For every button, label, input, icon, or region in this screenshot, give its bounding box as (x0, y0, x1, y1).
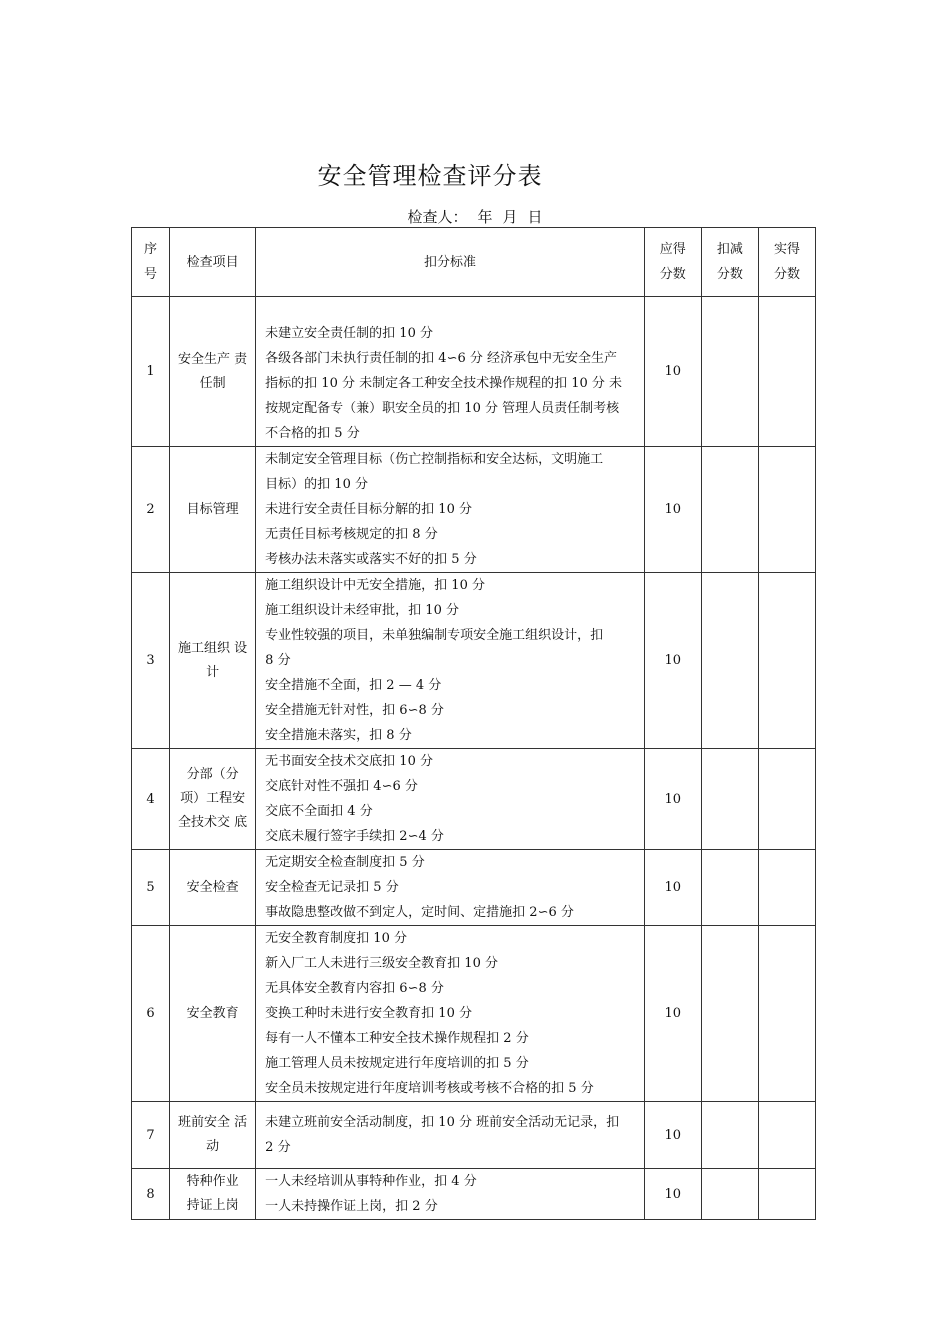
criteria-line: 安全措施无针对性，扣 6∽8 分 (265, 703, 444, 718)
row-number: 1 (132, 297, 170, 447)
header-criteria: 扣分标准 (256, 228, 645, 297)
deduction-criteria (256, 926, 645, 1102)
criteria-line: 事故隐患整改做不到定人，定时间、定措施扣 2∽6 分 (265, 905, 574, 920)
header-actual-score: 实得 分数 (758, 228, 815, 297)
criteria-line: 安全措施不全面，扣 2 — 4 分 (265, 678, 442, 693)
deduction-criteria (256, 749, 645, 850)
inspector-label: 检查人： (407, 208, 468, 226)
row-number: 2 (132, 447, 170, 573)
criteria-line: 一人未经培训从事特种作业，扣 4 分 (265, 1174, 477, 1189)
criteria-line: 施工管理人员未按规定进行年度培训的扣 5 分 (265, 1056, 529, 1071)
criteria-line: 施工组织设计未经审批，扣 10 分 (265, 603, 459, 618)
criteria-line: 变换工种时未进行安全教育扣 10 分 (265, 1006, 472, 1021)
header-deduct-score: 扣减 分数 (701, 228, 758, 297)
table-row (132, 850, 816, 926)
deduct-score-cell[interactable] (701, 297, 758, 447)
inspector-line (0, 206, 950, 227)
deduction-criteria (256, 297, 645, 447)
criteria-line: 8 分 (265, 653, 291, 668)
row-number: 8 (132, 1169, 170, 1220)
day-label: 日 (527, 208, 543, 226)
table-row (132, 1102, 816, 1169)
criteria-line: 无责任目标考核规定的扣 8 分 (265, 527, 438, 542)
check-item-line: 动 (206, 1139, 220, 1154)
criteria-line: 交底针对性不强扣 4∽6 分 (265, 779, 418, 794)
check-item (170, 749, 256, 850)
actual-score-cell[interactable] (758, 573, 815, 749)
check-item (170, 850, 256, 926)
row-number: 6 (132, 926, 170, 1102)
check-item-line: 安全检查 (186, 879, 239, 895)
criteria-line: 无安全教育制度扣 10 分 (265, 931, 407, 946)
due-score-cell: 10 (644, 926, 701, 1102)
check-item-line: 安全教育 (186, 1005, 239, 1021)
criteria-line: 未进行安全责任目标分解的扣 10 分 (265, 502, 472, 517)
actual-score-cell[interactable] (758, 297, 815, 447)
header-seq: 序 号 (132, 228, 170, 297)
actual-score-cell[interactable] (758, 850, 815, 926)
actual-score-cell[interactable] (758, 447, 815, 573)
due-score-cell: 10 (644, 1169, 701, 1220)
table-row (132, 573, 816, 749)
criteria-line: 施工组织设计中无安全措施，扣 10 分 (265, 578, 485, 593)
deduct-score-cell[interactable] (701, 850, 758, 926)
criteria-line: 未制定安全管理目标（伤亡控制指标和安全达标，文明施工 (265, 452, 604, 467)
row-number: 5 (132, 850, 170, 926)
check-item-line: 任制 (199, 375, 226, 391)
check-item-line: 分部（分 (186, 767, 239, 782)
deduct-score-cell[interactable] (701, 1102, 758, 1169)
criteria-line: 指标的扣 10 分 未制定各工种安全技术操作规程的扣 10 分 未 (265, 376, 623, 391)
due-score-cell: 10 (644, 447, 701, 573)
check-item (170, 573, 256, 749)
criteria-line: 无定期安全检查制度扣 5 分 (265, 855, 425, 870)
table-row (132, 297, 816, 447)
row-number: 4 (132, 749, 170, 850)
criteria-line: 无书面安全技术交底扣 10 分 (265, 754, 433, 769)
criteria-line: 考核办法未落实或落实不好的扣 5 分 (265, 552, 477, 567)
check-item-line: 计 (206, 664, 220, 680)
check-item (170, 1169, 256, 1220)
criteria-line: 各级各部门未执行责任制的扣 4∽6 分 经济承包中无安全生产 (265, 351, 618, 366)
table-row (132, 926, 816, 1102)
check-item (170, 1102, 256, 1169)
criteria-line: 无具体安全教育内容扣 6∽8 分 (265, 981, 444, 996)
header-due-score: 应得 分数 (644, 228, 701, 297)
criteria-line: 目标）的扣 10 分 (265, 477, 368, 492)
year-label: 年 (477, 208, 493, 226)
check-item (170, 926, 256, 1102)
header-item: 检查项目 (170, 228, 256, 297)
page-title: 安全管理检查评分表 (317, 162, 543, 190)
criteria-line: 安全措施未落实，扣 8 分 (265, 728, 412, 743)
deduct-score-cell[interactable] (701, 573, 758, 749)
criteria-line: 不合格的扣 5 分 (265, 426, 360, 441)
due-score-cell: 10 (644, 1102, 701, 1169)
due-score-cell: 10 (644, 749, 701, 850)
month-label: 月 (502, 208, 518, 226)
deduct-score-cell[interactable] (701, 1169, 758, 1220)
check-item-line: 特种作业 (186, 1174, 239, 1189)
actual-score-cell[interactable] (758, 1102, 815, 1169)
row-number: 7 (132, 1102, 170, 1169)
check-item-line: 持证上岗 (186, 1198, 239, 1213)
deduction-criteria (256, 1102, 645, 1169)
check-item-line: 项）工程安 (180, 791, 246, 806)
table-row (132, 447, 816, 573)
actual-score-cell[interactable] (758, 926, 815, 1102)
deduction-criteria (256, 850, 645, 926)
criteria-line: 按规定配备专（兼）职安全员的扣 10 分 管理人员责任制考核 (265, 401, 620, 416)
actual-score-cell[interactable] (758, 1169, 815, 1220)
check-item-line: 全技术交 底 (178, 815, 248, 830)
deduct-score-cell[interactable] (701, 447, 758, 573)
row-number: 3 (132, 573, 170, 749)
score-table (131, 227, 816, 1220)
check-item-line: 安全生产 责 (178, 351, 248, 367)
criteria-line: 一人未持操作证上岗，扣 2 分 (265, 1199, 438, 1214)
deduction-criteria (256, 573, 645, 749)
check-item-line: 目标管理 (186, 501, 239, 517)
criteria-line: 2 分 (265, 1140, 291, 1155)
criteria-line: 未建立班前安全活动制度，扣 10 分 班前安全活动无记录，扣 (265, 1115, 620, 1130)
table-body (132, 297, 816, 1220)
criteria-line: 交底不全面扣 4 分 (265, 804, 373, 819)
due-score-cell: 10 (644, 850, 701, 926)
due-score-cell: 10 (644, 573, 701, 749)
criteria-line: 交底未履行签字手续扣 2∽4 分 (265, 829, 444, 844)
deduct-score-cell[interactable] (701, 926, 758, 1102)
criteria-line: 安全检查无记录扣 5 分 (265, 880, 399, 895)
actual-score-cell[interactable] (758, 749, 815, 850)
table-row (132, 749, 816, 850)
check-item (170, 297, 256, 447)
table-row (132, 1169, 816, 1220)
table-header-row (132, 228, 816, 297)
deduct-score-cell[interactable] (701, 749, 758, 850)
criteria-line: 安全员未按规定进行年度培训考核或考核不合格的扣 5 分 (265, 1081, 594, 1096)
due-score-cell: 10 (644, 297, 701, 447)
criteria-line: 每有一人不懂本工种安全技术操作规程扣 2 分 (265, 1031, 529, 1046)
deduction-criteria (256, 447, 645, 573)
check-item (170, 447, 256, 573)
criteria-line: 未建立安全责任制的扣 10 分 (265, 326, 433, 341)
deduction-criteria (256, 1169, 645, 1220)
check-item-line: 施工组织 设 (178, 640, 248, 656)
criteria-line: 新入厂工人未进行三级安全教育扣 10 分 (265, 956, 498, 971)
criteria-line: 专业性较强的项目，未单独编制专项安全施工组织设计，扣 (265, 628, 604, 643)
check-item-line: 班前安全 活 (178, 1115, 248, 1130)
